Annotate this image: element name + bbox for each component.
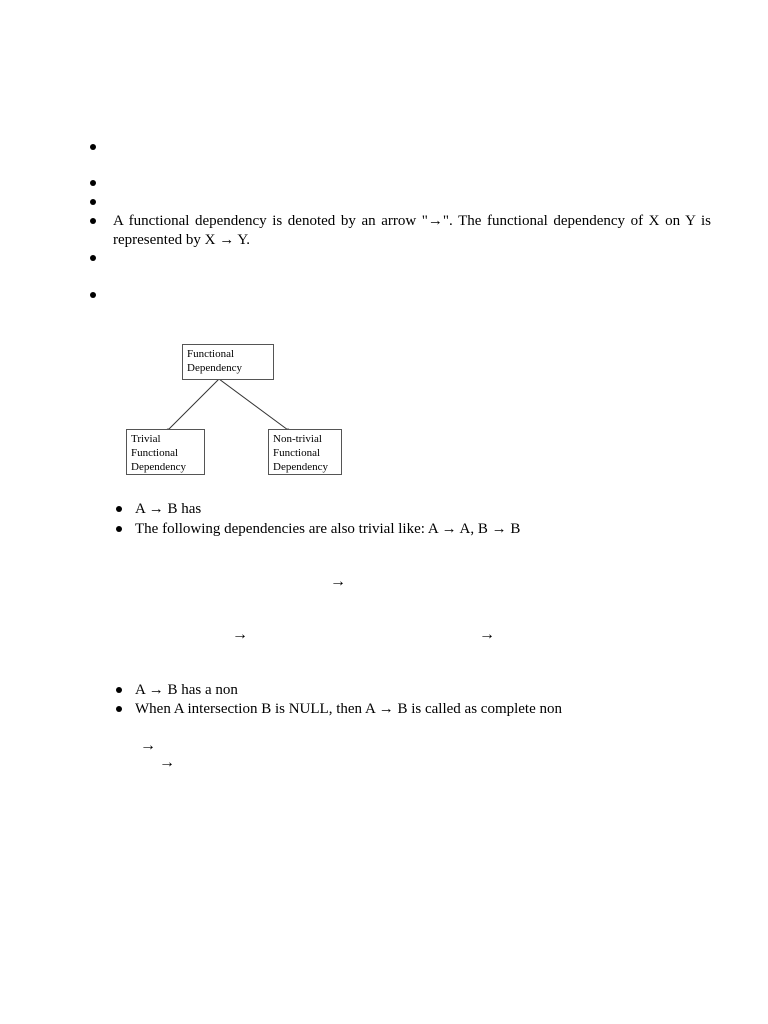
functional-dependency-definition: A functional dependency is denoted by an arrow "→". The functional dependency of X on Y is represented by X → Y.	[113, 213, 711, 248]
nontrivial-item-2: When A intersection B is NULL, then A → B is called as complete non	[135, 701, 563, 717]
nontrivial-bullet-2	[116, 706, 122, 712]
nontrivial-item-1: A → B has a non	[135, 682, 238, 698]
arrow-glyph: →	[140, 737, 156, 754]
nontrivial-dependency-node: Non-trivial Functional Dependency	[268, 429, 342, 475]
trivial-item-1: A → B has	[135, 501, 202, 517]
trivial-bullet-2	[116, 526, 122, 532]
arrow-glyph: →	[159, 754, 175, 771]
arrow-glyph: →	[330, 573, 346, 590]
trivial-item-2: The following dependencies are also trivial like: A → A, B → B	[135, 521, 521, 537]
arrow-glyph: →	[232, 626, 248, 643]
trivial-bullet-1	[116, 506, 122, 512]
functional-dependency-node: Functional Dependency	[182, 344, 274, 380]
trivial-dependency-node: Trivial Functional Dependency	[126, 429, 205, 475]
arrow-glyph: →	[479, 626, 495, 643]
nontrivial-bullet-1	[116, 687, 122, 693]
